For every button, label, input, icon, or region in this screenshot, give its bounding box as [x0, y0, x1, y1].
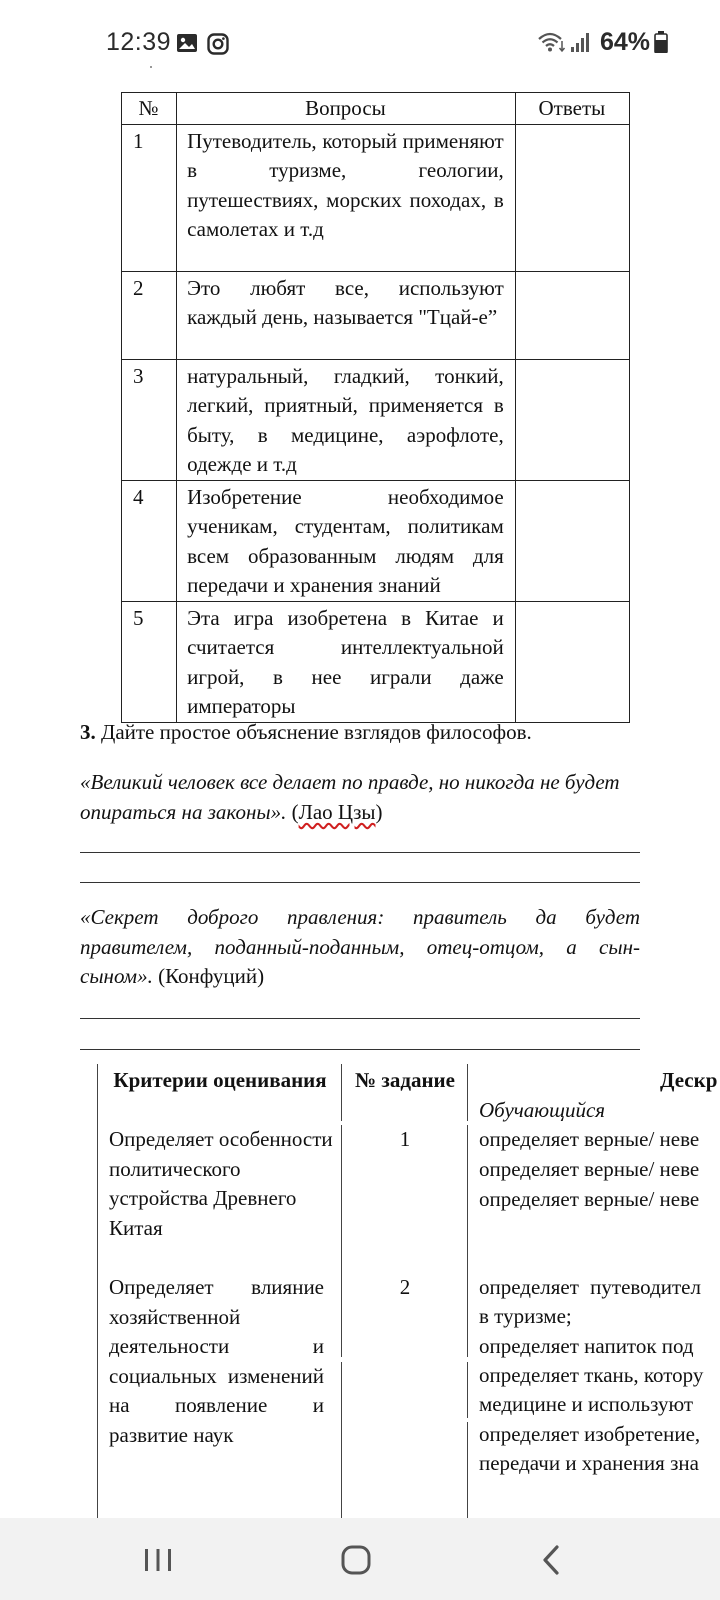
table-border: [97, 1064, 98, 1534]
question-text: Эта игра изобретена в Китае и считается интеллектуальной игрой, в нее играли даже императоры: [177, 601, 516, 722]
gallery-icon: [176, 33, 198, 53]
descriptor-line: определяет путеводител: [479, 1275, 701, 1299]
descriptor-line: в туризме;: [479, 1304, 572, 1328]
back-icon[interactable]: [530, 1538, 574, 1582]
question-text: Это любят все, используют каждый день, называется "Тцай-е”: [177, 271, 516, 359]
row-number: 1: [122, 124, 177, 271]
quote2-text: «Секрет доброго правления: правитель да будет правителем, поданный-поданным, отец-отцом, а сын-сыном».: [80, 905, 640, 988]
descriptor-line: медицине и используют: [479, 1392, 694, 1416]
answer-cell: [515, 124, 629, 271]
header-criteria: Критерии оценивания: [113, 1068, 327, 1092]
answer-cell: [515, 480, 629, 601]
answer-cell: [515, 601, 629, 722]
instagram-icon: [207, 33, 229, 55]
criteria-table: [0, 1064, 720, 1534]
task3-heading: [80, 720, 532, 745]
battery-percent: 64%: [600, 28, 651, 56]
answer-line: [80, 1018, 640, 1019]
table-border: [341, 1125, 342, 1357]
quote1-text: «Великий человек все делает по правде, но никогда не будет опираться на законы».: [80, 770, 620, 824]
quote1-author-close: ): [375, 799, 383, 824]
table-row: [122, 359, 630, 480]
table-header-row: [122, 93, 630, 125]
descriptor-line: определяет ткань, котору: [479, 1363, 704, 1387]
quote1-author: Лао Цзы: [298, 799, 376, 824]
task3-text: Дайте простое объяснение взглядов философов.: [95, 720, 532, 744]
table-row: [122, 480, 630, 601]
quote-lao-tzu: [80, 768, 640, 827]
row-number: 5: [122, 601, 177, 722]
task3-number: 3.: [80, 720, 96, 744]
row-number: 2: [122, 271, 177, 359]
answer-line: [80, 852, 640, 853]
header-questions: Вопросы: [177, 93, 516, 125]
answer-cell: [515, 271, 629, 359]
status-bar: [0, 0, 720, 86]
header-task: № задание: [355, 1068, 455, 1092]
criterion-task-number: 2: [399, 1275, 411, 1299]
table-border: [341, 1064, 342, 1121]
status-time: 12:39: [106, 28, 172, 56]
answer-line: [80, 882, 640, 883]
header-descriptors-sub: Обучающийся: [479, 1098, 606, 1122]
header-answers: Ответы: [515, 93, 629, 125]
answer-cell: [515, 359, 629, 480]
header-descriptors: Дескр: [660, 1068, 718, 1092]
header-number: №: [122, 93, 177, 125]
table-row: [122, 271, 630, 359]
criterion-text: Определяет влияние хозяйственной деятельности и социальных изменений на появление и развитие наук: [109, 1275, 324, 1447]
recent-apps-icon[interactable]: [136, 1538, 180, 1582]
table-border: [467, 1362, 468, 1418]
descriptor-line: определяет верные/ неве: [479, 1157, 700, 1181]
question-text: Изобретение необходимое ученикам, студентам, политикам всем образованным людям для передачи и хранения знаний: [177, 480, 516, 601]
quote2-author: (Конфуций): [152, 964, 265, 988]
descriptor-line: определяет напиток под: [479, 1334, 694, 1358]
descriptor-line: передачи и хранения зна: [479, 1451, 699, 1475]
criterion-text: Определяет особенности политического устройства Древнего Китая: [109, 1127, 333, 1240]
table-row: [122, 124, 630, 271]
row-number: 4: [122, 480, 177, 601]
navigation-bar: [0, 1518, 720, 1600]
row-number: 3: [122, 359, 177, 480]
criterion-task-number: 1: [399, 1127, 411, 1151]
question-text: натуральный, гладкий, тонкий, легкий, приятный, применяется в быту, в медицине, аэрофлоте, одежде и т.д: [177, 359, 516, 480]
descriptor-line: определяет верные/ неве: [479, 1187, 700, 1211]
quote-confucius: [80, 903, 640, 992]
battery-icon: [654, 31, 668, 53]
table-row: [122, 601, 630, 722]
questions-table: [121, 92, 630, 723]
descriptor-line: определяет верные/ неве: [479, 1127, 700, 1151]
quote1-author-open: (: [286, 799, 299, 824]
wifi-icon: [537, 31, 567, 53]
descriptor-line: определяет изобретение,: [479, 1422, 701, 1446]
table-border: [341, 1362, 342, 1534]
question-text: Путеводитель, который применяют в туризме, геологии, путешествиях, морских походах, в самолетах и т.д: [177, 124, 516, 271]
table-border: [467, 1064, 468, 1121]
answer-line: [80, 1049, 640, 1050]
home-icon[interactable]: [334, 1538, 378, 1582]
table-border: [467, 1125, 468, 1357]
signal-icon: [570, 31, 592, 53]
scan-dot: [150, 66, 152, 68]
